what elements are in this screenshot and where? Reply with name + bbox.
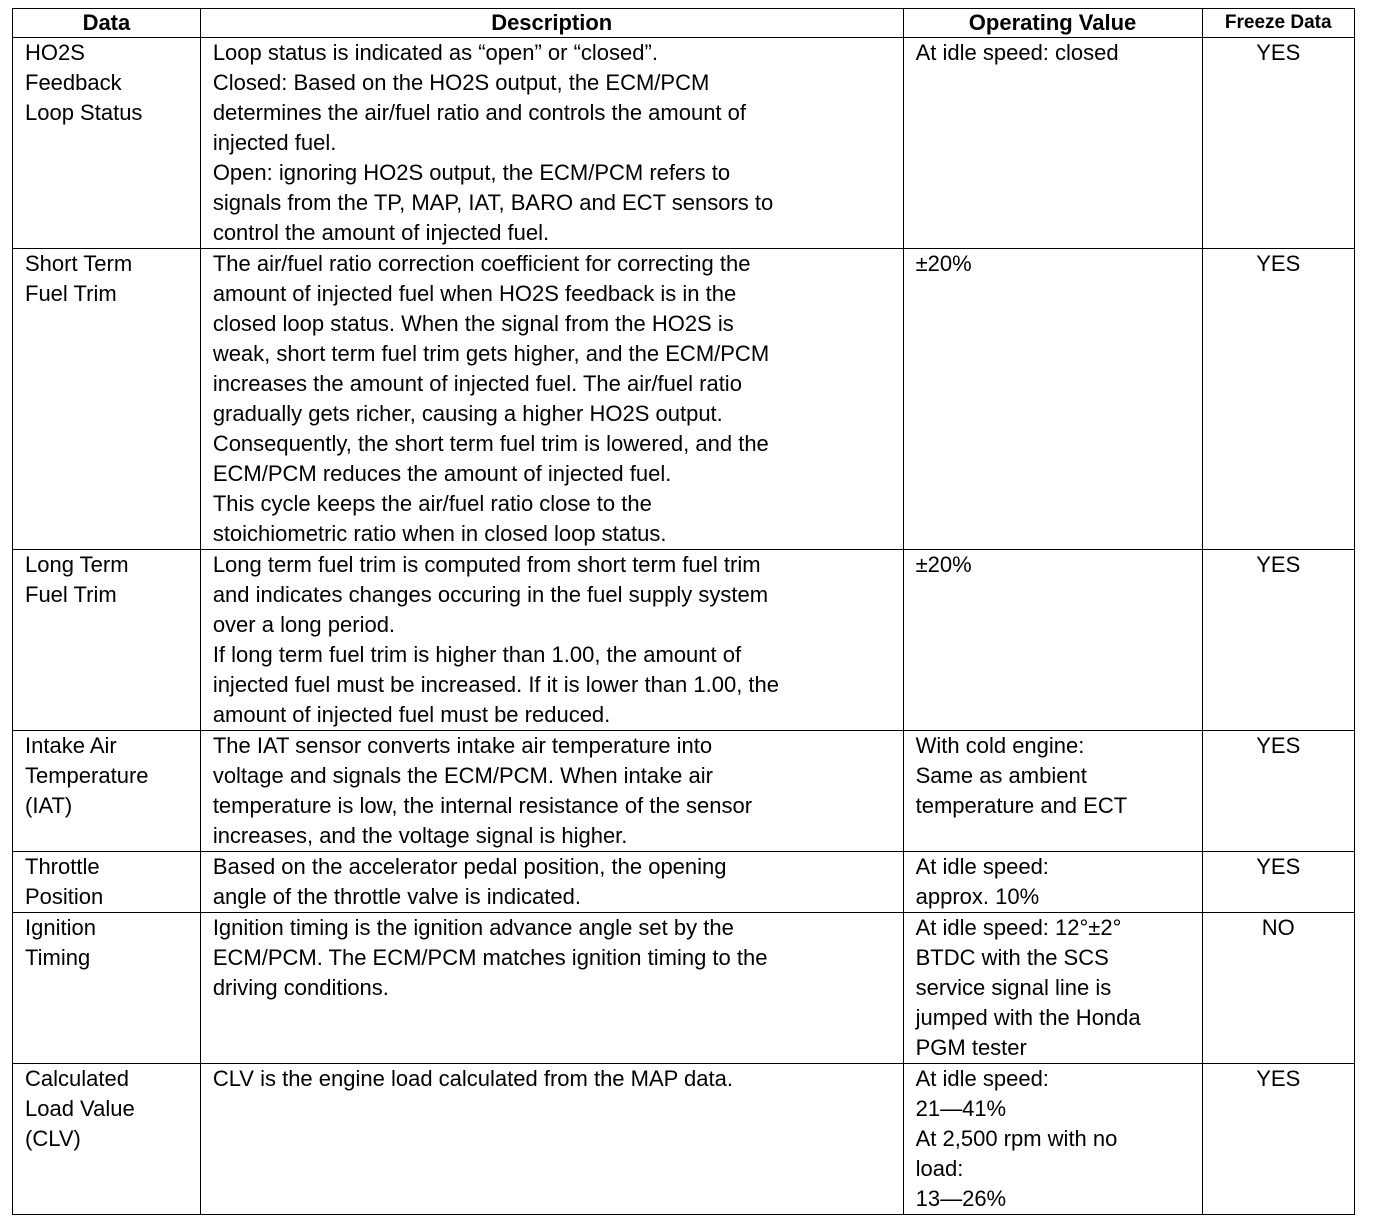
cell-data-line: Short Term — [25, 251, 133, 276]
cell-value-line: Same as ambient — [915, 763, 1087, 788]
cell-data-line: (IAT) — [25, 793, 73, 818]
cell-data — [13, 731, 201, 852]
cell-data-line: Temperature — [25, 763, 149, 788]
cell-description-line: Based on the accelerator pedal position, the opening — [212, 854, 727, 879]
cell-description-line: control the amount of injected fuel. — [212, 220, 550, 245]
cell-value-line: With cold engine: — [915, 733, 1085, 758]
cell-value-line: service signal line is — [915, 975, 1112, 1000]
cell-description-line: amount of injected fuel when HO2S feedback is in the — [212, 281, 737, 306]
cell-value-line: At idle speed: 12°±2° — [915, 915, 1122, 940]
cell-description — [200, 249, 903, 550]
cell-description-line: signals from the TP, MAP, IAT, BARO and ECT sensors to — [212, 190, 774, 215]
table-row-calculated-load-value — [13, 1064, 1355, 1215]
cell-data — [13, 1064, 201, 1215]
cell-data-line: Fuel Trim — [25, 281, 117, 306]
cell-description-line: Open: ignoring HO2S output, the ECM/PCM refers to — [212, 160, 731, 185]
header-row — [13, 9, 1355, 38]
table-row-long-term-fuel-trim — [13, 550, 1355, 731]
cell-freeze-data: YES — [1202, 38, 1355, 249]
cell-value-line: PGM tester — [915, 1035, 1027, 1060]
cell-description — [200, 913, 903, 1064]
cell-data-line: Long Term — [25, 552, 129, 577]
cell-data-line: Loop Status — [25, 100, 143, 125]
cell-data-line: (CLV) — [25, 1126, 81, 1151]
cell-description-line: over a long period. — [212, 612, 396, 637]
table-row-ignition-timing — [13, 913, 1355, 1064]
cell-description — [200, 731, 903, 852]
cell-freeze-data: YES — [1202, 1064, 1355, 1215]
cell-description-line: Long term fuel trim is computed from short term fuel trim — [212, 552, 761, 577]
cell-description-line: gradually gets richer, causing a higher HO2S output. — [212, 401, 723, 426]
cell-freeze-data: YES — [1202, 249, 1355, 550]
cell-description-line: weak, short term fuel trim gets higher, and the ECM/PCM — [212, 341, 770, 366]
cell-freeze-data: NO — [1202, 913, 1355, 1064]
cell-description-line: The air/fuel ratio correction coefficient for correcting the — [212, 251, 751, 276]
cell-value-line: BTDC with the SCS — [915, 945, 1109, 970]
header-freeze-data: Freeze Data — [1202, 9, 1355, 38]
cell-data-line: Intake Air — [25, 733, 117, 758]
cell-description-line: Closed: Based on the HO2S output, the ECM/PCM — [212, 70, 710, 95]
cell-description-line: increases, and the voltage signal is higher. — [212, 823, 628, 848]
cell-value-line: 13—26% — [915, 1186, 1007, 1211]
cell-data — [13, 550, 201, 731]
cell-description-line: temperature is low, the internal resistance of the sensor — [212, 793, 753, 818]
cell-description-line: The IAT sensor converts intake air temperature into — [212, 733, 713, 758]
cell-data-line: HO2S — [25, 40, 85, 65]
cell-data-line: Feedback — [25, 70, 122, 95]
cell-description-line: and indicates changes occuring in the fuel supply system — [212, 582, 769, 607]
cell-description-line: closed loop status. When the signal from the HO2S is — [212, 311, 734, 336]
cell-value-line: temperature and ECT — [915, 793, 1128, 818]
cell-value-line: jumped with the Honda — [915, 1005, 1141, 1030]
cell-data — [13, 852, 201, 913]
cell-description-line: stoichiometric ratio when in closed loop status. — [212, 521, 667, 546]
cell-value-line: ±20% — [915, 251, 972, 276]
header-description: Description — [200, 9, 903, 38]
cell-value-line: At idle speed: closed — [915, 40, 1119, 65]
cell-value-line: approx. 10% — [915, 884, 1040, 909]
cell-data-line: Calculated — [25, 1066, 129, 1091]
cell-description-line: If long term fuel trim is higher than 1.00, the amount of — [212, 642, 742, 667]
cell-description — [200, 550, 903, 731]
cell-value-line: load: — [915, 1156, 964, 1181]
cell-data-line: Ignition — [25, 915, 96, 940]
cell-description-line: CLV is the engine load calculated from the MAP data. — [212, 1066, 733, 1091]
cell-operating-value — [903, 1064, 1202, 1215]
cell-description-line: amount of injected fuel must be reduced. — [212, 702, 611, 727]
cell-description-line: injected fuel must be increased. If it is lower than 1.00, the — [212, 672, 780, 697]
cell-freeze-data: YES — [1202, 852, 1355, 913]
cell-freeze-data: YES — [1202, 731, 1355, 852]
table-row-intake-air-temperature — [13, 731, 1355, 852]
cell-description-line: angle of the throttle valve is indicated. — [212, 884, 581, 909]
header-operating-value: Operating Value — [903, 9, 1202, 38]
cell-operating-value — [903, 913, 1202, 1064]
cell-description-line: injected fuel. — [212, 130, 337, 155]
data-table — [12, 8, 1355, 1215]
cell-operating-value — [903, 550, 1202, 731]
cell-description-line: voltage and signals the ECM/PCM. When intake air — [212, 763, 713, 788]
cell-description — [200, 852, 903, 913]
cell-description — [200, 38, 903, 249]
table-row-throttle-position — [13, 852, 1355, 913]
cell-data — [13, 38, 201, 249]
cell-description-line: increases the amount of injected fuel. The air/fuel ratio — [212, 371, 742, 396]
cell-description-line: Consequently, the short term fuel trim is lowered, and the — [212, 431, 769, 456]
cell-operating-value — [903, 38, 1202, 249]
cell-freeze-data: YES — [1202, 550, 1355, 731]
cell-operating-value — [903, 731, 1202, 852]
cell-data-line: Position — [25, 884, 104, 909]
cell-data — [13, 249, 201, 550]
cell-value-line: 21—41% — [915, 1096, 1007, 1121]
cell-value-line: At idle speed: — [915, 1066, 1049, 1091]
cell-data-line: Throttle — [25, 854, 100, 879]
cell-value-line: At 2,500 rpm with no — [915, 1126, 1118, 1151]
cell-data-line: Fuel Trim — [25, 582, 117, 607]
cell-data-line: Timing — [25, 945, 91, 970]
cell-description-line: ECM/PCM. The ECM/PCM matches ignition timing to the — [212, 945, 768, 970]
cell-description-line: driving conditions. — [212, 975, 389, 1000]
cell-data — [13, 913, 201, 1064]
cell-operating-value — [903, 249, 1202, 550]
cell-description-line: Ignition timing is the ignition advance angle set by the — [212, 915, 734, 940]
cell-description — [200, 1064, 903, 1215]
cell-value-line: ±20% — [915, 552, 972, 577]
cell-data-line: Load Value — [25, 1096, 135, 1121]
cell-description-line: This cycle keeps the air/fuel ratio close to the — [212, 491, 652, 516]
cell-description-line: determines the air/fuel ratio and controls the amount of — [212, 100, 747, 125]
cell-operating-value — [903, 852, 1202, 913]
cell-description-line: ECM/PCM reduces the amount of injected fuel. — [212, 461, 672, 486]
table-row-short-term-fuel-trim — [13, 249, 1355, 550]
header-data: Data — [13, 9, 201, 38]
cell-value-line: At idle speed: — [915, 854, 1049, 879]
table-row-ho2s-loop-status — [13, 38, 1355, 249]
cell-description-line: Loop status is indicated as “open” or “closed”. — [212, 40, 658, 65]
